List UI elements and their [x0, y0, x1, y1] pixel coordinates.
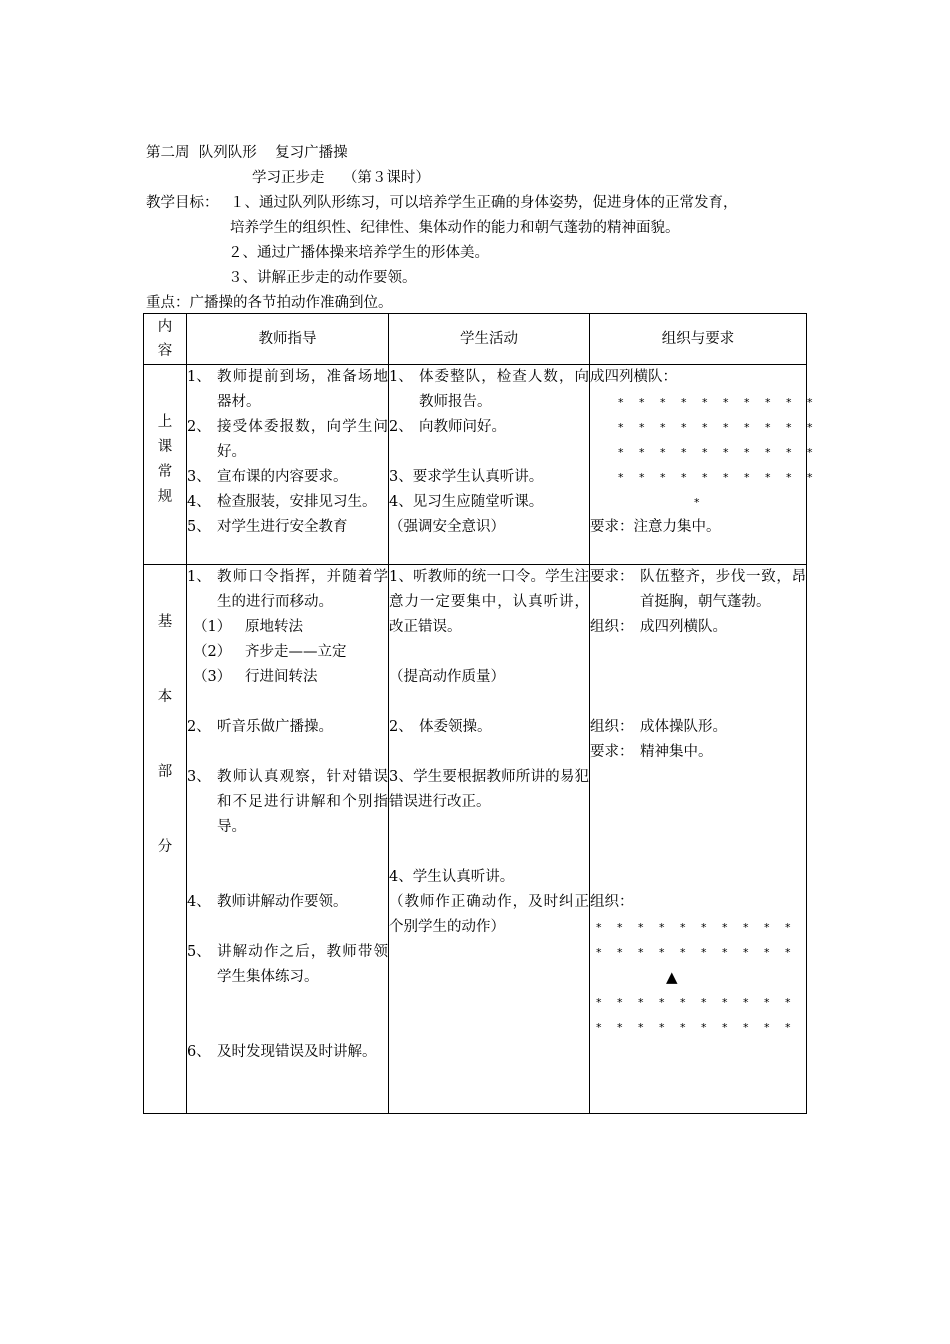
item-number: （1）: [193, 619, 232, 635]
item-text: 及时发现错误及时讲解。: [217, 1044, 377, 1060]
item-number: 2、: [389, 419, 413, 435]
item-number: 3、: [187, 769, 211, 785]
list-item: [187, 640, 388, 665]
routine-student-cell: [389, 365, 590, 565]
list-item: 4、学生认真听讲。: [389, 869, 515, 885]
list-item: [187, 565, 388, 615]
item-number: （2）: [193, 644, 232, 660]
item-text: 讲解动作之后，教师带领学生集体练习。: [217, 944, 388, 985]
section-label-char: 规: [157, 489, 173, 505]
section-main-label: [144, 565, 187, 1114]
header-student: 学生活动: [389, 314, 590, 365]
list-item: 3、要求学生认真听讲。: [389, 469, 544, 485]
lesson-subtitle: 学习正步走 （第３课时）: [252, 170, 430, 186]
list-item: 1、听教师的统一口令。学生注意力一定要集中，认真听讲，改正错误。: [389, 569, 589, 635]
header-organization: 组织与要求: [590, 314, 807, 365]
formation-row: * * * * * * * * * *: [618, 446, 819, 459]
list-item: [590, 565, 806, 615]
list-item: 3、学生要根据教师所讲的易犯错误进行改正。: [389, 769, 589, 810]
item-key: 组织：: [590, 619, 634, 635]
list-item: [187, 665, 388, 690]
list-item: [590, 615, 806, 640]
item-text: 成体操队形。: [640, 719, 727, 735]
formation-row: * * * * * * * * * *: [618, 471, 819, 484]
section-label-char: 分: [157, 839, 173, 855]
lesson-plan-table: [143, 313, 819, 1114]
item-number: 2、: [187, 719, 211, 735]
list-item: （强调安全意识）: [389, 519, 505, 535]
teaching-goals: [146, 191, 816, 216]
lesson-header: [146, 141, 816, 316]
list-item: [389, 365, 589, 415]
section-main-row: [144, 565, 807, 1114]
item-number: 5、: [187, 944, 211, 960]
item-text: 接受体委报数，向学生问好。: [217, 419, 388, 460]
lesson-title: 第二周 队列队形 复习广播操: [146, 145, 348, 161]
list-item: [187, 890, 388, 915]
list-item: [187, 465, 388, 490]
list-item: [590, 740, 806, 765]
section-label-char: 基: [157, 614, 173, 630]
goal-2: ２、通过广播体操来培养学生的形体美。: [228, 245, 489, 261]
list-item: [187, 490, 388, 515]
section-label-char: 课: [157, 439, 173, 455]
item-text: 检查服装，安排见习生。: [217, 494, 377, 510]
formation-row: * * * * * * * * * *: [618, 421, 819, 434]
item-key: 要求：: [590, 569, 634, 585]
table-header-row: [144, 314, 807, 365]
list-item: 组织：: [590, 894, 634, 910]
list-item: [389, 415, 589, 440]
list-item: [590, 715, 806, 740]
item-key: 组织：: [590, 719, 634, 735]
item-text: 行进间转法: [245, 669, 318, 685]
item-text: 成四列横队。: [640, 619, 727, 635]
list-item: [187, 515, 388, 540]
item-number: （3）: [193, 669, 232, 685]
formation-title: 成四列横队：: [590, 369, 677, 385]
section-label-char: 上: [157, 414, 173, 430]
item-number: 4、: [187, 494, 211, 510]
item-number: 6、: [187, 1044, 211, 1060]
section-routine-label: [144, 365, 187, 565]
item-number: 3、: [187, 469, 211, 485]
main-teacher-cell: [187, 565, 389, 1114]
item-number: 2、: [389, 719, 413, 735]
list-item: [187, 765, 388, 840]
formation-row: * * * * * * * * * *: [618, 396, 819, 409]
main-student-cell: [389, 565, 590, 1114]
list-item: [187, 615, 388, 640]
section-label-char: 本: [157, 689, 173, 705]
goal-1: １、通过队列队形练习，可以培养学生正确的身体姿势，促进身体的正常发育，: [230, 195, 738, 211]
teacher-triangle-icon: ▲: [666, 968, 678, 986]
item-number: 1、: [187, 569, 211, 585]
formation-row: * * * * * * * * * *: [596, 946, 797, 959]
list-item: （教师作正确动作，及时纠正个别学生的动作）: [389, 894, 589, 935]
item-text: 向教师问好。: [419, 419, 506, 435]
lesson-focus: 重点：广播操的各节拍动作准确到位。: [146, 295, 393, 311]
teacher-position: *: [694, 496, 706, 509]
item-number: 2、: [187, 419, 211, 435]
item-text: 队伍整齐，步伐一致，昂首挺胸，朝气蓬勃。: [640, 569, 806, 610]
item-number: 5、: [187, 519, 211, 535]
goal-3: ３、讲解正步走的动作要领。: [228, 270, 417, 286]
list-item: [187, 365, 388, 415]
list-item: [187, 415, 388, 465]
item-text: 原地转法: [245, 619, 303, 635]
list-item: [187, 1040, 388, 1065]
section-label-char: 部: [157, 764, 173, 780]
formation-row: * * * * * * * * * *: [596, 1021, 797, 1034]
header-content: [144, 314, 187, 365]
item-text: 体委领操。: [419, 719, 492, 735]
item-text: 精神集中。: [640, 744, 713, 760]
item-text: 教师认真观察，针对错误和不足进行讲解和个别指导。: [217, 769, 388, 835]
routine-teacher-cell: [187, 365, 389, 565]
formation-row: * * * * * * * * * *: [596, 921, 797, 934]
list-item: [187, 940, 388, 990]
list-item: （提高动作质量）: [389, 669, 505, 685]
item-text: 对学生进行安全教育: [217, 519, 348, 535]
item-text: 听音乐做广播操。: [217, 719, 333, 735]
item-text: 宣布课的内容要求。: [217, 469, 348, 485]
item-text: 教师口令指挥，并随着学生的进行而移动。: [217, 569, 388, 610]
header-content-text: 内容: [157, 319, 173, 359]
requirement-text: 要求：注意力集中。: [590, 519, 721, 535]
header-teacher: 教师指导: [187, 314, 389, 365]
item-text: 齐步走——立定: [245, 644, 347, 660]
section-label-char: 常: [157, 464, 173, 480]
section-routine-row: [144, 365, 807, 565]
item-key: 要求：: [590, 744, 634, 760]
item-text: 体委整队，检查人数，向教师报告。: [419, 369, 589, 410]
list-item: [187, 715, 388, 740]
item-number: 1、: [389, 369, 413, 385]
main-org-cell: [590, 565, 807, 1114]
formation-row: * * * * * * * * * *: [596, 996, 797, 1009]
item-number: 1、: [187, 369, 211, 385]
item-text: 教师提前到场，准备场地器材。: [217, 369, 388, 410]
item-number: 4、: [187, 894, 211, 910]
list-item: 4、见习生应随堂听课。: [389, 494, 544, 510]
goal-label: 教学目标：: [146, 195, 219, 211]
routine-org-cell: [590, 365, 819, 565]
goal-1-cont: 培养学生的组织性、纪律性、集体动作的能力和朝气蓬勃的精神面貌。: [230, 220, 680, 236]
list-item: [389, 715, 589, 740]
item-text: 教师讲解动作要领。: [217, 894, 348, 910]
